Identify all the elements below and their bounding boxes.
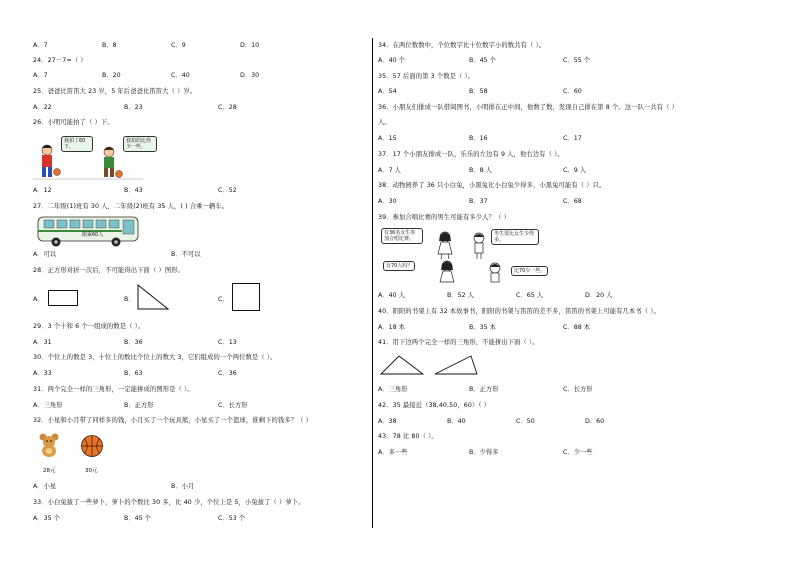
question-41: 41．用下边两个完全一样的三角形，不能拼出下面（ ）。 (378, 339, 539, 346)
option: B．不可以 (171, 251, 201, 258)
option: C．53 个 (218, 515, 246, 522)
option: B．小月 (171, 483, 195, 490)
option: D．10 (240, 42, 260, 49)
option: C．28 (218, 104, 237, 111)
option: A．7 (33, 72, 48, 79)
question-36: 36．小朋友们排成一队借阅图书，小明排在正中间，他数了数，发现自己排在第 8 个。这一队一共有（ ） (378, 104, 679, 111)
question-27: 27．二年级(1)班有 30 人，二年级(2)班有 35 人，( ) 合乘一辆车。 (33, 203, 229, 210)
option: A．31 (33, 339, 52, 346)
option: C．9 (171, 42, 186, 49)
option: C．50 (516, 418, 535, 425)
option: B．63 (124, 370, 143, 377)
option: A．三角形 (33, 402, 63, 409)
option: C．60 (563, 88, 582, 95)
option: A．40 个 (378, 57, 405, 64)
option: C．17 (563, 135, 582, 142)
option: A． (33, 296, 44, 303)
square-shape (232, 283, 260, 311)
option: C．9 人 (563, 167, 586, 174)
option: A．18 本 (378, 324, 405, 331)
question-32: 32．小星和小月带了同样多的钱，小月买了一个玩具熊，小星买了一个篮球，谁剩下的钱多？（ ） (33, 417, 312, 424)
option: B．正方形 (124, 402, 154, 409)
option: B．40 (447, 418, 466, 425)
question-30: 30．个位上的数是 3，十位上的数比个位上的数大 3，它们组成的一个两位数是（ ）。 (33, 354, 277, 361)
option: A．12 (33, 187, 52, 194)
question-26: 26．小明可能拍了（ ）下。 (33, 119, 114, 126)
option: A．33 (33, 370, 52, 377)
option: C．长方形 (563, 386, 593, 393)
question-40: 40．阳阳的书架上有 32 本故事书，阳阳的书架与笛笛的差不多，笛笛的书架上可能有几本书（ ）。 (378, 308, 660, 315)
basketball-icon (80, 434, 104, 458)
option: C．55 个 (563, 57, 591, 64)
speech-bubble: 男生要比女生少得多。 (491, 229, 539, 245)
triangle-shape (136, 283, 170, 311)
bear-price: 28元 (43, 468, 56, 474)
option: C．68 (563, 198, 582, 205)
option: C． (218, 296, 229, 303)
basketball-price: 30元 (85, 468, 98, 474)
speech-bubble: 我拍的比你少一些。 (123, 136, 157, 152)
option: C．65 人 (516, 292, 544, 299)
teddy-bear-icon (38, 432, 60, 458)
right-column (373, 0, 794, 562)
children-bouncing-balls-illustration (33, 134, 163, 182)
option: B．36 (124, 339, 143, 346)
option: A．40 人 (378, 292, 405, 299)
option: D．30 (240, 72, 260, 79)
option: C．36 (218, 370, 237, 377)
option: B．37 (469, 198, 488, 205)
question-42: 42．35 最接近（38,40,50，60）（ ） (378, 402, 491, 409)
option: A．15 (378, 135, 397, 142)
option: B．少得多 (469, 449, 499, 456)
bus-capacity-label: 限乘60人 (82, 232, 104, 238)
question-28: 28．正方形对折一次后，不可能得出下面（ ）图形。 (33, 267, 185, 274)
option: A．35 个 (33, 515, 60, 522)
question-29: 29．3 个十和 6 个一组成的数是（ ）。 (33, 323, 145, 330)
option: B．16 (469, 135, 488, 142)
option: A．小星 (33, 483, 57, 490)
option: C．40 (171, 72, 190, 79)
rectangle-shape (48, 290, 78, 306)
left-column (0, 0, 372, 562)
question-43: 43．78 比 80（ ）。 (378, 433, 438, 440)
option: B．45 个 (469, 57, 496, 64)
question-38: 38．动物园养了 36 只小白兔，小黑兔比小白兔少得多，小黑兔可能有（ ）只。 (378, 182, 606, 189)
option: B．8 (102, 42, 117, 49)
option: A．7 (33, 42, 48, 49)
option: A．三角形 (378, 386, 408, 393)
bus-icon (36, 215, 140, 247)
question-36-cont: 人。 (378, 119, 391, 126)
option: A．可以 (33, 251, 57, 258)
speech-bubble: 有70人吗？ (383, 261, 415, 271)
question-35: 35．57 后面的第 3 个数是（ ）。 (378, 73, 475, 80)
question-37: 37．17 个小朋友排成一队，乐乐的左边有 9 人，他右边有（ ）。 (378, 151, 564, 158)
option: A．7 人 (378, 167, 401, 174)
option: C．长方形 (218, 402, 248, 409)
option: A．30 (378, 198, 397, 205)
option: D．20 人 (585, 292, 613, 299)
question-24: 24．27－7=（ ） (33, 57, 87, 64)
speech-bubble: 我拍了60下。 (61, 136, 93, 152)
option: B．正方形 (469, 386, 499, 393)
option: B．45 个 (124, 515, 151, 522)
option: D．60 (585, 418, 605, 425)
bus-figure (36, 215, 140, 247)
option: A．多一些 (378, 449, 408, 456)
option: C．少一些 (563, 449, 593, 456)
question-25: 25．爸爸比笛笛大 23 岁，5 年后爸爸比笛笛大（ ）岁。 (33, 88, 197, 95)
question-39: 39．参加合唱比赛的男生可能有多少人？（ ） (378, 214, 510, 221)
option: B．35 本 (469, 324, 496, 331)
speech-bubble: 比70少一些。 (511, 266, 548, 276)
question-33: 33．小白兔拔了一些萝卜，萝卜的个数比 30 多，比 40 少，个位上是 5，小兔拔了（ ）萝卜。 (33, 499, 305, 506)
q39-figure (381, 226, 641, 286)
two-triangles-figure (379, 354, 489, 378)
option: C．88 本 (563, 324, 591, 331)
option: B．23 (124, 104, 143, 111)
option: B．20 (102, 72, 121, 79)
option: A．54 (378, 88, 397, 95)
question-31: 31．两个完全一样的三角形，一定能拼成的图形是（ ）。 (33, 386, 194, 393)
children-talking-illustration (381, 226, 641, 286)
option: A．22 (33, 104, 52, 111)
option: B． (124, 296, 135, 303)
speech-bubble: 有36名女生参加合唱比赛。 (381, 228, 423, 244)
option: B．58 (469, 88, 488, 95)
option: B．43 (124, 187, 143, 194)
option: A．38 (378, 418, 397, 425)
question-34: 34．在两位数数中，个位数字比十位数字小的数共有（ ）。 (378, 42, 546, 49)
q26-figure (33, 134, 163, 182)
option: C．13 (218, 339, 237, 346)
option: B．52 人 (447, 292, 474, 299)
option: B．8 人 (469, 167, 492, 174)
option: C．52 (218, 187, 237, 194)
